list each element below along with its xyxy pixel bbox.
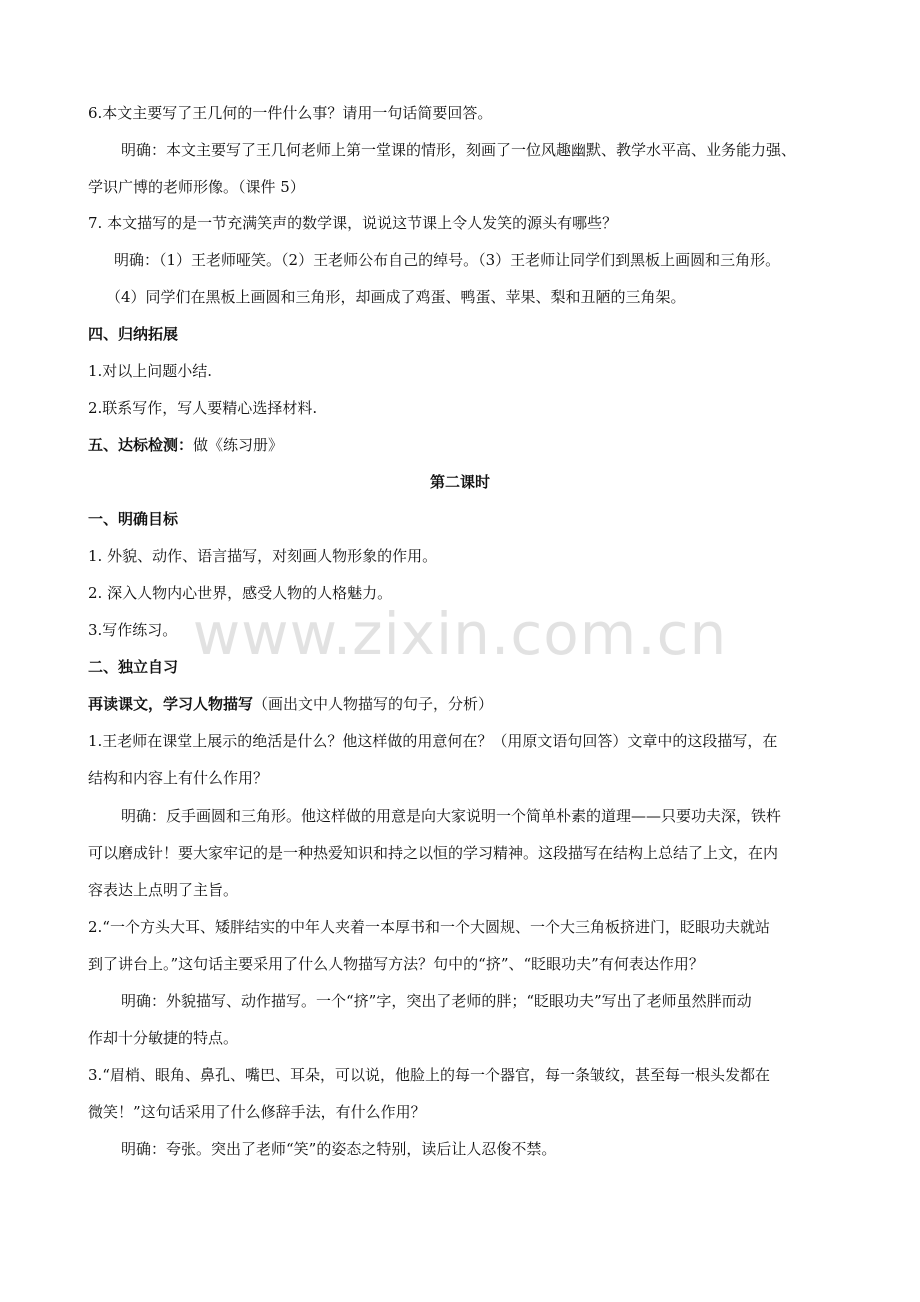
answer-7-line-2: （4）同学们在黑板上画圆和三角形，却画成了鸡蛋、鸭蛋、苹果、梨和丑陋的三角架。 xyxy=(106,288,686,306)
question-2-line-1: 2.“一个方头大耳、矮胖结实的中年人夹着一本厚书和一个大圆规、一个大三角板挤进门，眨眼功夫就站 xyxy=(88,918,770,936)
answer-3-line-1: 明确：夸张。突出了老师“笑”的姿态之特别，读后让人忍俊不禁。 xyxy=(121,1140,557,1158)
section-heading-5-text: 做《练习册》 xyxy=(193,436,284,454)
subheading-label: 再读课文，学习人物描写 xyxy=(88,695,254,713)
question-3-line-1: 3.“眉梢、眼角、鼻孔、嘴巴、耳朵，可以说，他脸上的每一个器官，每一条皱纹，甚至每一根头发都在 xyxy=(88,1066,770,1084)
question-7: 7. 本文描写的是一节充满笑声的数学课，说说这节课上令人发笑的源头有哪些？ xyxy=(88,214,618,232)
question-3-line-2: 微笑！”这句话采用了什么修辞手法，有什么作用？ xyxy=(88,1103,426,1121)
section-heading-4: 四、归纳拓展 xyxy=(88,325,179,343)
goal-item-2: 2. 深入人物内心世界，感受人物的人格魅力。 xyxy=(88,584,393,602)
answer-2-line-2: 作却十分敏捷的特点。 xyxy=(88,1029,239,1047)
question-6: 6.本文主要写了王几何的一件什么事？请用一句话简要回答。 xyxy=(88,104,493,122)
section-heading-1: 一、明确目标 xyxy=(88,510,179,528)
answer-2-line-1: 明确：外貌描写、动作描写。一个“挤”字，突出了老师的胖；“眨眼功夫”写出了老师虽然胖而动 xyxy=(121,992,752,1010)
subheading xyxy=(88,694,493,714)
goal-item-3: 3.写作练习。 xyxy=(88,621,178,639)
answer-1-line-2: 可以磨成针！要大家牢记的是一种热爱知识和持之以恒的学习精神。这段描写在结构上总结了上文，在内 xyxy=(88,844,779,862)
answer-6-line-2: 学识广博的老师形像。（课件 5） xyxy=(88,178,305,196)
watermark: www.zixin.com.cn xyxy=(192,600,728,668)
answer-6-line-1: 明确：本文主要写了王几何老师上第一堂课的情形，刻画了一位风趣幽默、教学水平高、业务能力强、 xyxy=(121,141,797,159)
summary-item-1: 1.对以上问题小结. xyxy=(88,362,213,380)
answer-1-line-1: 明确：反手画圆和三角形。他这样做的用意是向大家说明一个简单朴素的道理——只要功夫深，铁杵 xyxy=(121,807,782,825)
section-heading-2: 二、独立自习 xyxy=(88,658,179,676)
goal-item-1: 1. 外貌、动作、语言描写，对刻画人物形象的作用。 xyxy=(88,547,438,565)
section-heading-5-label: 五、达标检测： xyxy=(88,436,194,454)
section-heading-5 xyxy=(88,435,283,455)
question-1-line-2: 结构和内容上有什么作用？ xyxy=(88,769,269,787)
lesson-title: 第二课时 xyxy=(429,473,490,491)
answer-7-line-1: 明确：（1）王老师哑笑。（2）王老师公布自己的绰号。（3）王老师让同学们到黑板上画圆和三角形。 xyxy=(114,251,781,269)
subheading-note: （画出文中人物描写的句子，分析） xyxy=(253,695,494,713)
question-2-line-2: 到了讲台上。”这句话主要采用了什么人物描写方法？句中的“挤”、“眨眼功夫”有何表达作用？ xyxy=(88,955,704,973)
answer-1-line-3: 容表达上点明了主旨。 xyxy=(88,881,239,899)
summary-item-2: 2.联系写作，写人要精心选择材料. xyxy=(88,399,318,417)
question-1-line-1: 1.王老师在课堂上展示的绝活是什么？他这样做的用意何在？（用原文语句回答）文章中的这段描写，在 xyxy=(88,732,778,750)
